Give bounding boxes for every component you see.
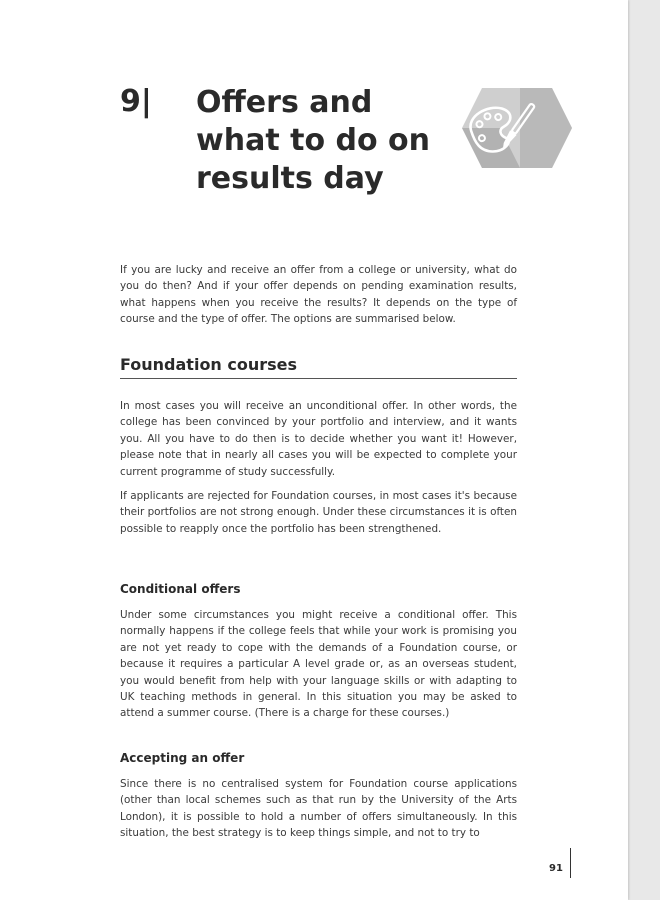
page-number-rule bbox=[570, 848, 571, 878]
foundation-paragraph-1: In most cases you will receive an unconditional offer. In other words, the college has been convinced by your portfolio and interview, and it wants you. All you have to do then is to decide whether you want it! However, please note that in nearly all cases you will be expected to complete your current programme of study successfully. bbox=[120, 400, 517, 478]
accepting-paragraph: Since there is no centralised system for Foundation course applications (other than local schemes such as that run by the University of the Arts London), it is possible to hold a number of offers simultaneously. In this situation, the best strategy is to keep things simple, and not to try to bbox=[120, 778, 517, 840]
conditional-paragraph: Under some circumstances you might receive a conditional offer. This normally happens if the college feels that while your work is promising you are not yet ready to cope with the demands of a Foundation course, or because it requires a particular A level grade or, as an overseas student, you would benefit from help with your language skills or with adapting to UK teaching methods in general. In this situation you may be asked to attend a summer course. (There is a charge for these courses.) bbox=[120, 609, 517, 720]
chapter-number: 9| bbox=[120, 84, 152, 119]
page-number: 91 bbox=[549, 863, 563, 874]
foundation-paragraph-2: If applicants are rejected for Foundation courses, in most cases it's because their portfolios are not strong enough. Under these circumstances it is often possible to reapply once the portfolio has been strengthened. bbox=[120, 490, 517, 535]
subheading-conditional-offers: Conditional offers bbox=[120, 582, 241, 596]
palette-paintbrush-icon bbox=[460, 86, 572, 170]
section-heading-foundation: Foundation courses bbox=[120, 355, 517, 379]
chapter-title: Offers and what to do on results day bbox=[196, 85, 430, 196]
intro-paragraph: If you are lucky and receive an offer from a college or university, what do you do then? And if your offer depends on pending examination results, what happens when you receive the results? It depends on the type of course and the type of offer. The options are summarised below. bbox=[120, 264, 517, 326]
subheading-accepting-offer: Accepting an offer bbox=[120, 751, 245, 765]
